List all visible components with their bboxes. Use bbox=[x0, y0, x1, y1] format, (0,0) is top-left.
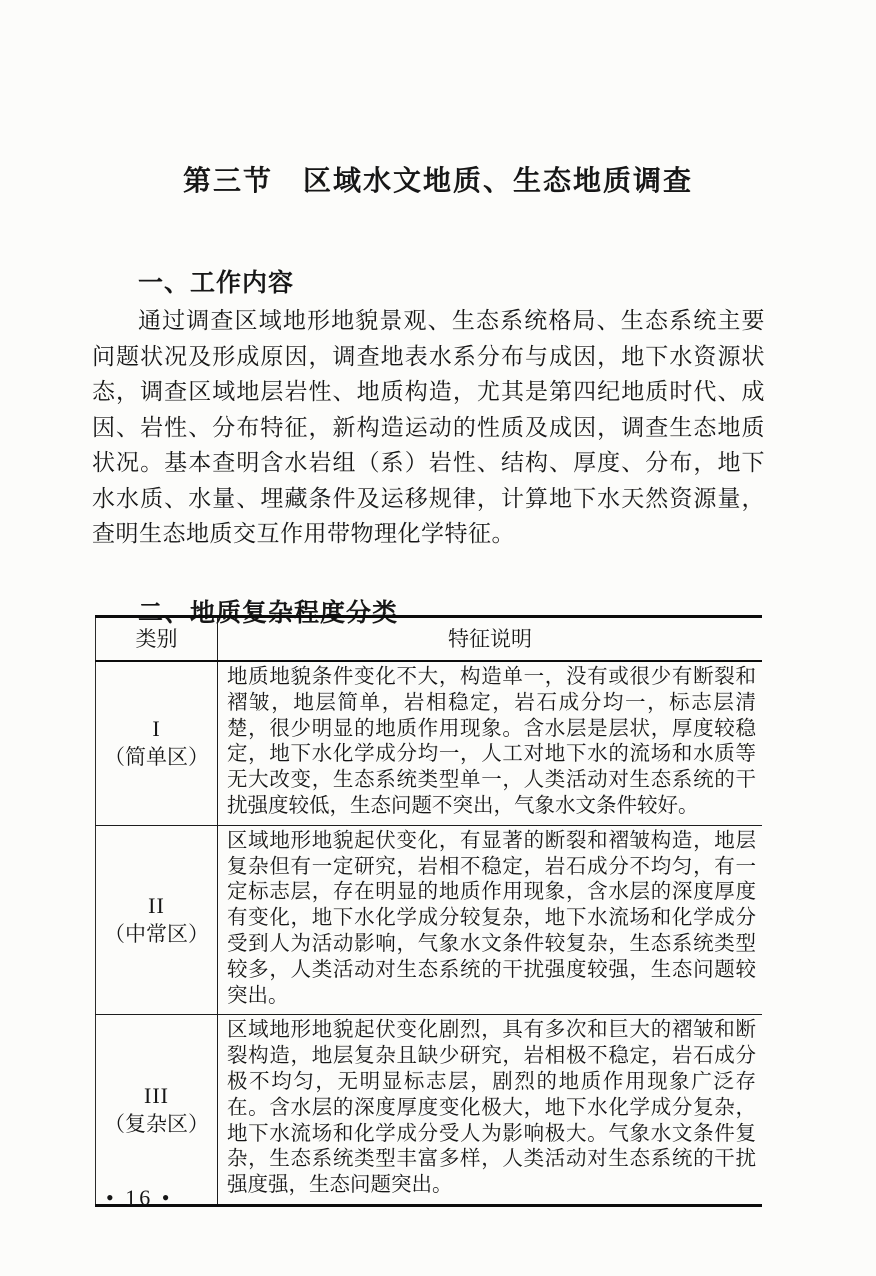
table-row bbox=[96, 1015, 763, 1206]
category-cell-complex-zone bbox=[96, 1015, 218, 1206]
table-header-row bbox=[96, 617, 763, 662]
category-cell-simple-zone bbox=[96, 661, 218, 825]
section-heading-complexity-classification: 二、地质复杂程度分类 bbox=[138, 598, 399, 627]
section-heading-work-content: 一、工作内容 bbox=[138, 268, 295, 297]
category-cell-moderate-zone bbox=[96, 825, 218, 1015]
geology-complexity-table bbox=[95, 615, 762, 1207]
description-cell: 地质地貌条件变化不大，构造单一，没有或很少有断裂和褶皱，地层简单，岩相稳定，岩石成分均一，标志层清楚，很少明显的地质作用现象。含水层是层状，厚度较稳定，地下水化学成分均一，人工对地下水的流场和水质等无大改变，生态系统类型单一，人类活动对生态系统的干扰强度较低，生态问题不突出，气象水文条件较好。 bbox=[218, 661, 763, 825]
table-row bbox=[96, 661, 763, 825]
column-header-category: 类别 bbox=[96, 617, 218, 662]
work-content-paragraph: 通过调查区域地形地貌景观、生态系统格局、生态系统主要问题状况及形成原因，调查地表水系分布与成因，地下水资源状态，调查区域地层岩性、地质构造，尤其是第四纪地质时代、成因、岩性、分布特征，新构造运动的性质及成因，调查生态地质状况。基本查明含水岩组（系）岩性、结构、厚度、分布，地下水水质、水量、埋藏条件及运移规律，计算地下水天然资源量，查明生态地质交互作用带物理化学特征。 bbox=[92, 308, 765, 546]
grade-numeral: III bbox=[144, 1082, 169, 1108]
grade-numeral: II bbox=[148, 893, 165, 919]
grade-name: （简单区） bbox=[104, 745, 209, 770]
grade-numeral: I bbox=[152, 716, 161, 742]
page-number: • 16 • bbox=[106, 1185, 173, 1210]
description-cell: 区域地形地貌起伏变化剧烈，具有多次和巨大的褶皱和断裂构造，地层复杂且缺少研究，岩相极不稳定，岩石成分极不均匀，无明显标志层，剧烈的地质作用现象广泛存在。含水层的深度厚度变化极大，地下水化学成分复杂，地下水流场和化学成分受人为影响极大。气象水文条件复杂，生态系统类型丰富多样，人类活动对生态系统的干扰强度强，生态问题突出。 bbox=[218, 1015, 763, 1206]
grade-name: （中常区） bbox=[104, 922, 209, 947]
page-title: 第三节 区域水文地质、生态地质调查 bbox=[182, 164, 693, 196]
grade-name: （复杂区） bbox=[104, 1111, 209, 1136]
description-cell: 区域地形地貌起伏变化，有显著的断裂和褶皱构造，地层复杂但有一定研究，岩相不稳定，岩石成分不均匀，有一定标志层，存在明显的地质作用现象，含水层的深度厚度有变化，地下水化学成分较复杂，地下水流场和化学成分受到人为活动影响，气象水文条件较复杂，生态系统类型较多，人类活动对生态系统的干扰强度较强，生态问题较突出。 bbox=[218, 825, 763, 1015]
column-header-feature-description: 特征说明 bbox=[218, 617, 763, 662]
table-row bbox=[96, 825, 763, 1015]
